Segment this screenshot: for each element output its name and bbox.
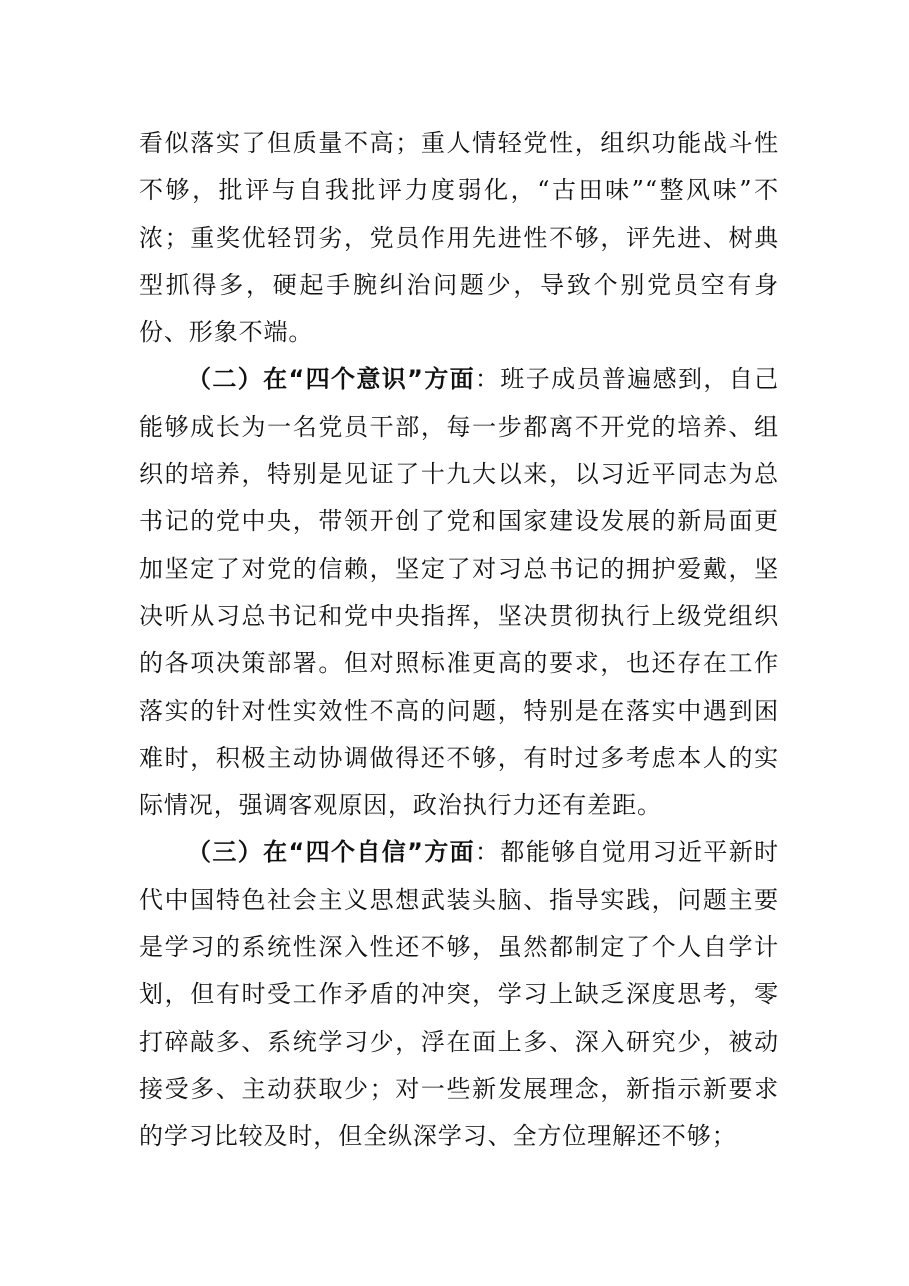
section-two-paragraph bbox=[139, 356, 779, 829]
section-three-heading: （三）在“四个自信”方面 bbox=[187, 838, 475, 867]
document-body bbox=[139, 120, 779, 1161]
section-two-body: ：班子成员普遍感到，自己能够成长为一名党员干部，每一步都离不开党的培养、组织的培养，特别是见证了十九大以来，以习近平同志为总书记的党中央，带领开创了党和国家建设发展的新局面更加坚定了对党的信赖，坚定了对习总书记的拥护爱戴，坚决听从习总书记和党中央指挥，坚决贯彻执行上级党组织的各项决策部署。但对照标准更高的要求，也还存在工作落实的针对性实效性不高的问题，特别是在落实中遇到困难时，积极主动协调做得还不够，有时过多考虑本人的实际情况，强调客观原因，政治执行力还有差距。 bbox=[139, 365, 779, 820]
paragraph-continuation: 看似落实了但质量不高；重人情轻党性，组织功能战斗性不够，批评与自我批评力度弱化，“古田味”“整风味”不浓；重奖优轻罚劣，党员作用先进性不够，评先进、树典型抓得多，硬起手腕纠治问题少，导致个别党员空有身份、形象不端。 bbox=[139, 129, 779, 347]
section-three-body: ：都能够自觉用习近平新时代中国特色社会主义思想武装头脑、指导实践，问题主要是学习的系统性深入性还不够，虽然都制定了个人自学计划，但有时受工作矛盾的冲突，学习上缺乏深度思考，零打碎敲多、系统学习少，浮在面上多、深入研究少，被动接受多、主动获取少；对一些新发展理念，新指示新要求的学习比较及时，但全纵深学习、全方位理解还不够； bbox=[139, 838, 779, 1151]
section-two-heading: （二）在“四个意识”方面 bbox=[187, 365, 475, 394]
section-three-paragraph bbox=[139, 829, 779, 1160]
